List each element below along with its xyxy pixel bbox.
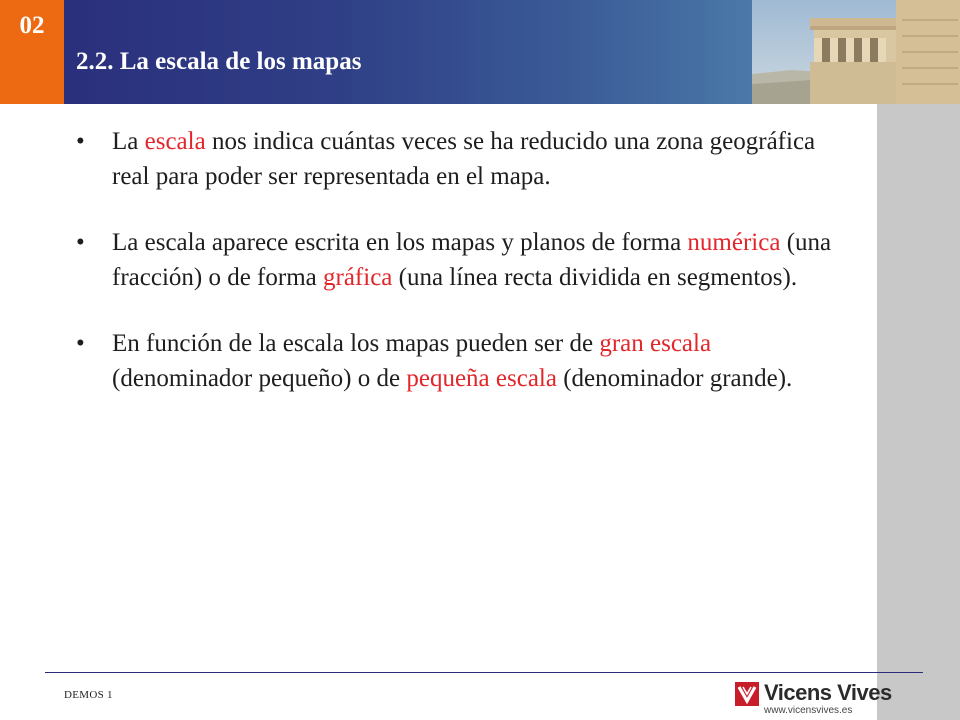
text-segment: La escala aparece escrita en los mapas y planos de forma: [112, 229, 688, 256]
bullet-text: [112, 229, 831, 291]
text-segment: (una fracción) o de forma: [112, 229, 832, 291]
vicens-vives-logo-icon: [735, 682, 759, 706]
logo-url: www.vicensvives.es: [764, 705, 853, 716]
chapter-number: 02: [19, 12, 45, 39]
highlighted-term: pequeña escala: [406, 365, 557, 392]
text-segment: (denominador pequeño) o de: [112, 365, 407, 392]
chapter-badge: [0, 0, 64, 104]
bullet-item: [76, 326, 836, 396]
bullet-dot: •: [76, 128, 85, 155]
bullet-item: [76, 124, 836, 194]
slide-title: 2.2. La escala de los mapas: [76, 48, 362, 75]
footer-code: DEMOS 1: [64, 689, 113, 701]
side-strip: [877, 104, 960, 720]
bullet-item: [76, 225, 836, 295]
bullet-text: [112, 128, 815, 190]
text-segment: nos indica cuántas veces se ha reducido una zona geográfica real para poder ser representada en el mapa.: [112, 128, 816, 190]
highlighted-term: escala: [144, 128, 206, 155]
text-segment: (una línea recta dividida en segmentos).: [392, 264, 798, 291]
logo-name: Vicens Vives: [764, 680, 892, 705]
highlighted-term: numérica: [687, 229, 781, 256]
bullet-list: [76, 124, 836, 427]
footer-divider: [45, 672, 923, 673]
text-segment: La: [112, 128, 145, 155]
bullet-text: [112, 330, 792, 392]
publisher-logo: [735, 680, 892, 717]
text-segment: (denominador grande).: [556, 365, 793, 392]
acropolis-photo: [752, 0, 960, 104]
highlighted-term: gran escala: [599, 330, 712, 357]
highlighted-term: gráfica: [323, 264, 393, 291]
bullet-dot: •: [76, 330, 85, 357]
bullet-dot: •: [76, 229, 85, 256]
text-segment: En función de la escala los mapas pueden ser de: [112, 330, 600, 357]
